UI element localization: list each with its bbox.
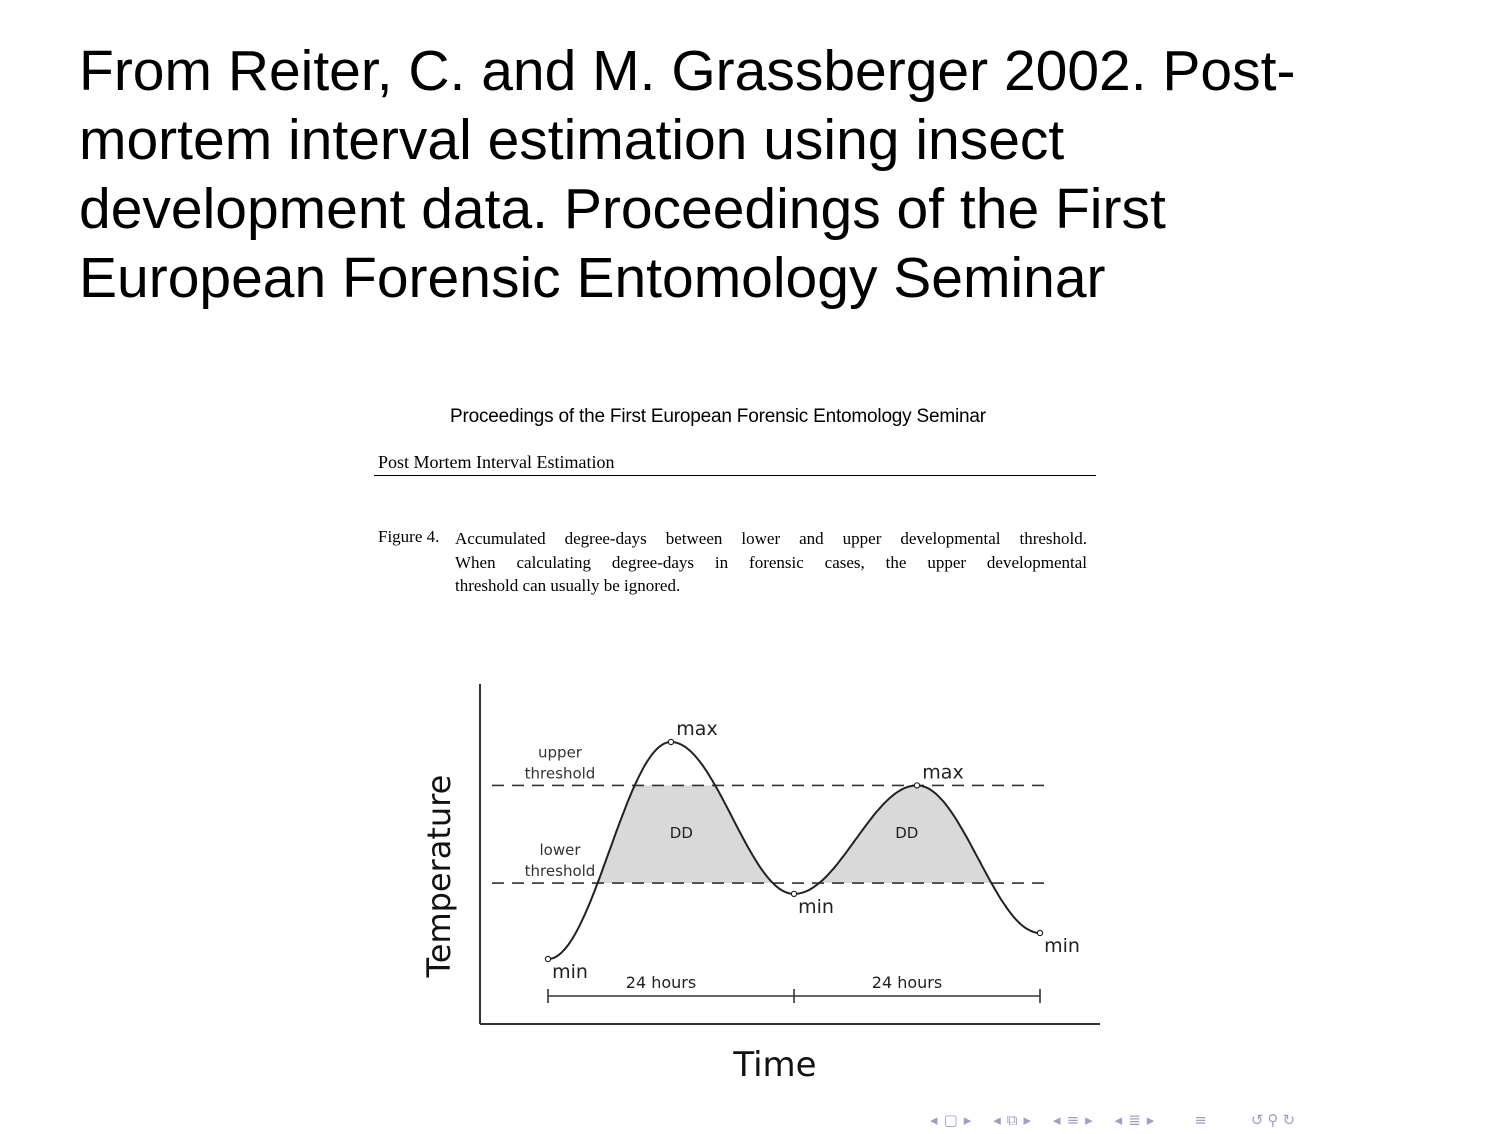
label-layer	[420, 718, 1080, 1085]
arrow-right-icon[interactable]: ▸	[963, 1110, 972, 1129]
lower-threshold-label: lower	[539, 841, 581, 860]
extremum-point	[545, 956, 550, 961]
figure-label: Figure 4.	[378, 527, 440, 546]
title-line: European Forensic Entomology Seminar	[79, 246, 1106, 310]
dd-label: DD	[895, 824, 919, 843]
shade-layer	[599, 785, 991, 883]
beamer-navigation	[930, 1106, 1295, 1134]
max-label: max	[676, 718, 718, 740]
extremum-point	[668, 739, 673, 744]
arrow-left-icon[interactable]: ◂	[1114, 1110, 1123, 1129]
upper-threshold-label: threshold	[524, 764, 596, 783]
min-label: min	[1044, 934, 1080, 957]
undo-icon[interactable]: ↺	[1250, 1110, 1264, 1129]
caption-line: threshold can usually be ignored.	[455, 576, 681, 595]
section-header: Post Mortem Interval Estimation	[378, 452, 615, 472]
slide-title	[79, 37, 1459, 313]
x-axis-label: Time	[733, 1045, 817, 1085]
title-line: mortem interval estimation using insect	[79, 108, 1065, 172]
dd-label: DD	[669, 824, 693, 843]
section-icon[interactable]: ≡	[1066, 1110, 1080, 1129]
subsection-icon[interactable]: ⧉	[1006, 1110, 1018, 1129]
header-rule	[374, 475, 1096, 476]
degree-days-chart	[400, 670, 1120, 1090]
subsection-list-icon[interactable]: ≣	[1128, 1110, 1141, 1129]
search-icon[interactable]: ⚲	[1267, 1110, 1279, 1129]
interval-layer	[548, 989, 1040, 1003]
arrow-right-icon[interactable]: ▸	[1146, 1110, 1155, 1129]
min-label: min	[552, 961, 588, 983]
upper-threshold-label: upper	[538, 743, 582, 762]
menu-icon[interactable]: ≡	[1194, 1110, 1207, 1129]
figure-caption	[455, 527, 1087, 598]
arrow-left-icon[interactable]: ◂	[930, 1110, 938, 1129]
y-axis-label: Temperature	[420, 774, 458, 978]
interval-label: 24 hours	[625, 973, 697, 992]
redo-icon[interactable]: ↻	[1282, 1110, 1296, 1129]
proceedings-title: Proceedings of the First European Forensic Entomology Seminar	[450, 406, 986, 427]
frame-icon[interactable]: ▢	[943, 1110, 958, 1129]
arrow-left-icon[interactable]: ◂	[1053, 1110, 1061, 1129]
title-line: From Reiter, C. and M. Grassberger 2002. Post-	[79, 39, 1296, 103]
extremum-point	[791, 891, 796, 896]
lower-threshold-label: threshold	[524, 862, 596, 881]
caption-line: When calculating degree-days in forensic cases, the upper developmental	[455, 552, 1087, 572]
extremum-point	[914, 783, 919, 788]
title-line: development data. Proceedings of the First	[79, 177, 1166, 241]
extremum-point	[1037, 930, 1042, 935]
min-label: min	[798, 895, 834, 918]
arrow-right-icon[interactable]: ▸	[1085, 1110, 1093, 1129]
arrow-left-icon[interactable]: ◂	[993, 1110, 1001, 1129]
caption-line: Accumulated degree-days between lower and upper developmental threshold.	[455, 529, 1087, 548]
max-label: max	[922, 761, 964, 784]
arrow-right-icon[interactable]: ▸	[1023, 1110, 1032, 1129]
interval-label: 24 hours	[871, 973, 943, 992]
